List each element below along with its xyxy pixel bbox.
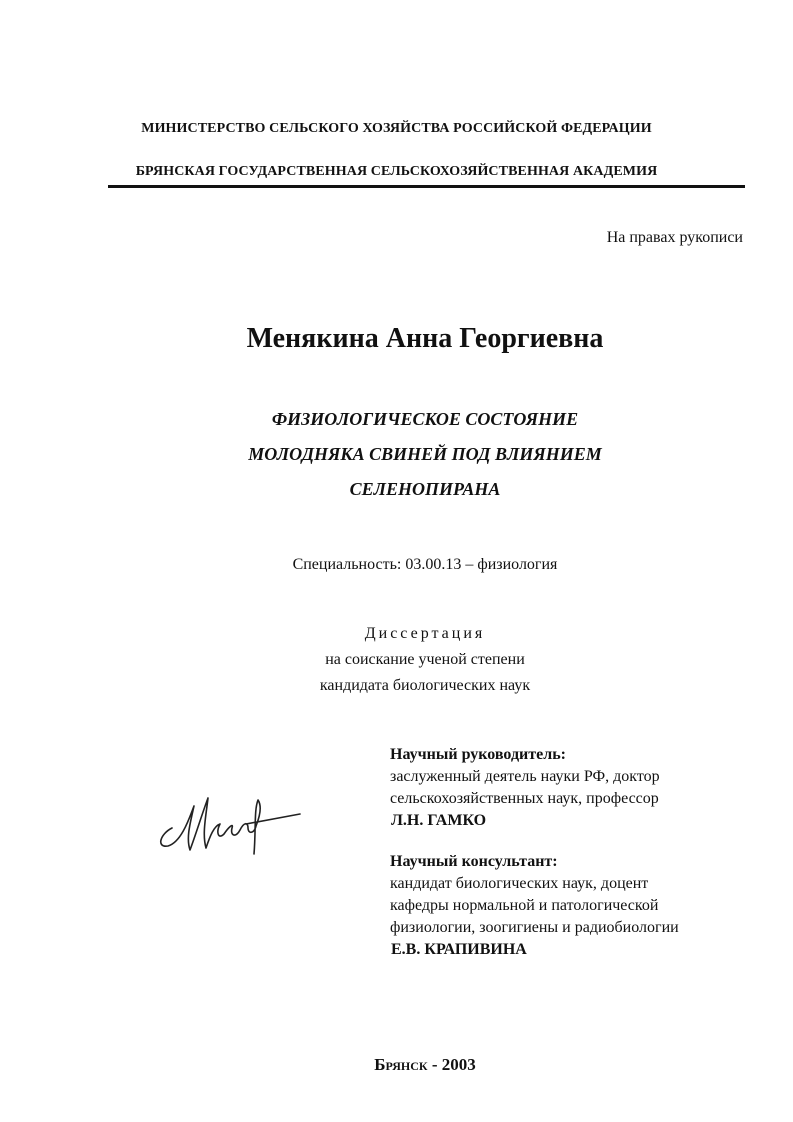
header-divider — [108, 185, 745, 188]
city-year-separator: - — [427, 1055, 442, 1074]
ministry-heading: МИНИСТЕРСТВО СЕЛЬСКОГО ХОЗЯЙСТВА РОССИЙСКОЙ ФЕДЕРАЦИИ — [141, 121, 652, 136]
advisor-heading: Научный руководитель: — [390, 746, 566, 763]
consultant-name: Е.В. КРАПИВИНА — [391, 941, 527, 958]
dissertation-degree-line-1: на соискание ученой степени — [325, 651, 525, 668]
scientific-advisor — [390, 744, 770, 832]
title-line-1: ФИЗИОЛОГИЧЕСКОЕ СОСТОЯНИЕ — [271, 409, 579, 429]
advisor-name: Л.Н. ГАМКО — [391, 812, 487, 829]
title-line-3: СЕЛЕНОПИРАНА — [349, 479, 501, 499]
author-name: Менякина Анна Георгиевна — [246, 323, 604, 354]
title-line-2: МОЛОДНЯКА СВИНЕЙ ПОД ВЛИЯНИЕМ — [248, 444, 602, 464]
signature — [150, 776, 320, 866]
city-year — [0, 1055, 793, 1075]
academy-heading: БРЯНСКАЯ ГОСУДАРСТВЕННАЯ СЕЛЬСКОХОЗЯЙСТВЕННАЯ АКАДЕМИЯ — [135, 164, 658, 179]
dissertation-block — [0, 621, 793, 699]
dissertation-title — [0, 402, 793, 507]
consultant-line-1: кандидат биологических наук, доцент — [390, 875, 649, 892]
manuscript-note: На правах рукописи — [606, 229, 743, 246]
consultant-line-3: физиологии, зоогигиены и радиобиологии — [390, 919, 679, 936]
advisor-line-1: заслуженный деятель науки РФ, доктор — [390, 768, 660, 785]
scientific-consultant — [390, 851, 770, 961]
dissertation-degree-line-2: кандидата биологических наук — [319, 677, 531, 694]
city: Брянск — [374, 1055, 428, 1074]
advisor-line-2: сельскохозяйственных наук, профессор — [390, 790, 659, 807]
consultant-line-2: кафедры нормальной и патологической — [390, 897, 659, 914]
year: 2003 — [441, 1055, 476, 1074]
dissertation-label: Диссертация — [364, 625, 486, 642]
specialty: Специальность: 03.00.13 – физиология — [292, 556, 558, 573]
consultant-heading: Научный консультант: — [390, 853, 558, 870]
